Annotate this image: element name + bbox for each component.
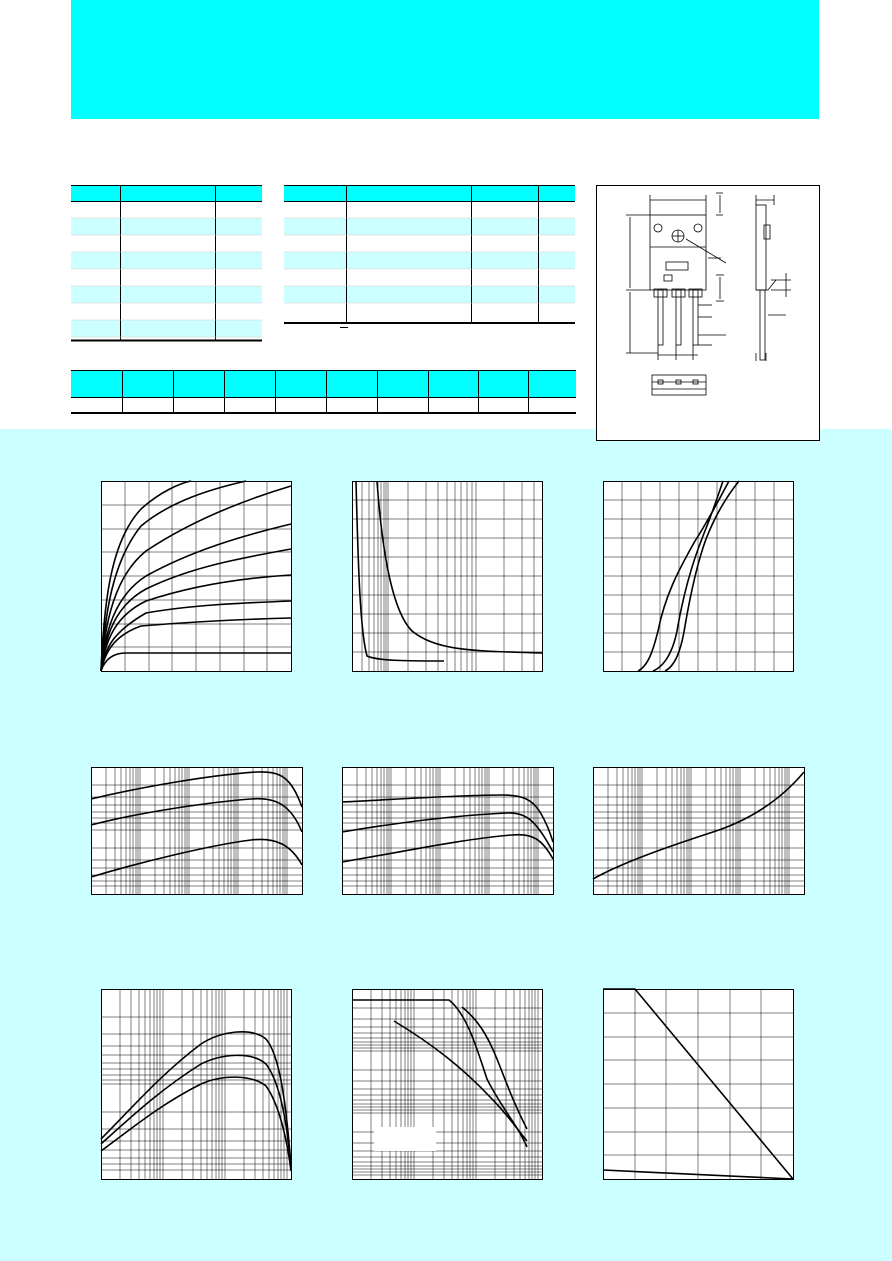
hfe-rank-table	[71, 370, 577, 416]
output-characteristics-chart	[101, 481, 292, 672]
table-row	[284, 218, 575, 235]
plot-frame	[343, 768, 554, 895]
table-row	[284, 252, 575, 269]
table-header-row	[71, 370, 576, 397]
hfe-vs-ic-chart-1	[91, 767, 303, 895]
table-row	[71, 218, 262, 235]
table-header-row	[71, 185, 262, 201]
table-row	[71, 286, 262, 303]
transfer-characteristics-chart	[603, 481, 794, 672]
table-row	[71, 252, 262, 269]
table-row	[284, 286, 575, 303]
header-banner	[71, 0, 819, 119]
absolute-max-ratings-table	[71, 185, 263, 343]
ft-vs-ie-chart	[101, 989, 292, 1180]
legend-box	[374, 1127, 436, 1151]
plot-frame	[92, 768, 303, 895]
hfe-vs-ic-chart-2	[342, 767, 554, 895]
package-outline-drawing	[596, 185, 820, 442]
safe-operating-area-chart	[352, 989, 543, 1180]
pc-derating-chart	[603, 989, 794, 1180]
table-row	[71, 320, 262, 337]
electrical-characteristics-table	[284, 185, 576, 333]
vce-sat-vs-ic-chart	[593, 767, 805, 895]
table-header-row	[284, 185, 575, 201]
saturation-characteristics-chart	[352, 481, 543, 672]
plot-frame	[604, 990, 794, 1180]
plot-frame	[594, 768, 805, 895]
plot-frame	[604, 482, 794, 672]
